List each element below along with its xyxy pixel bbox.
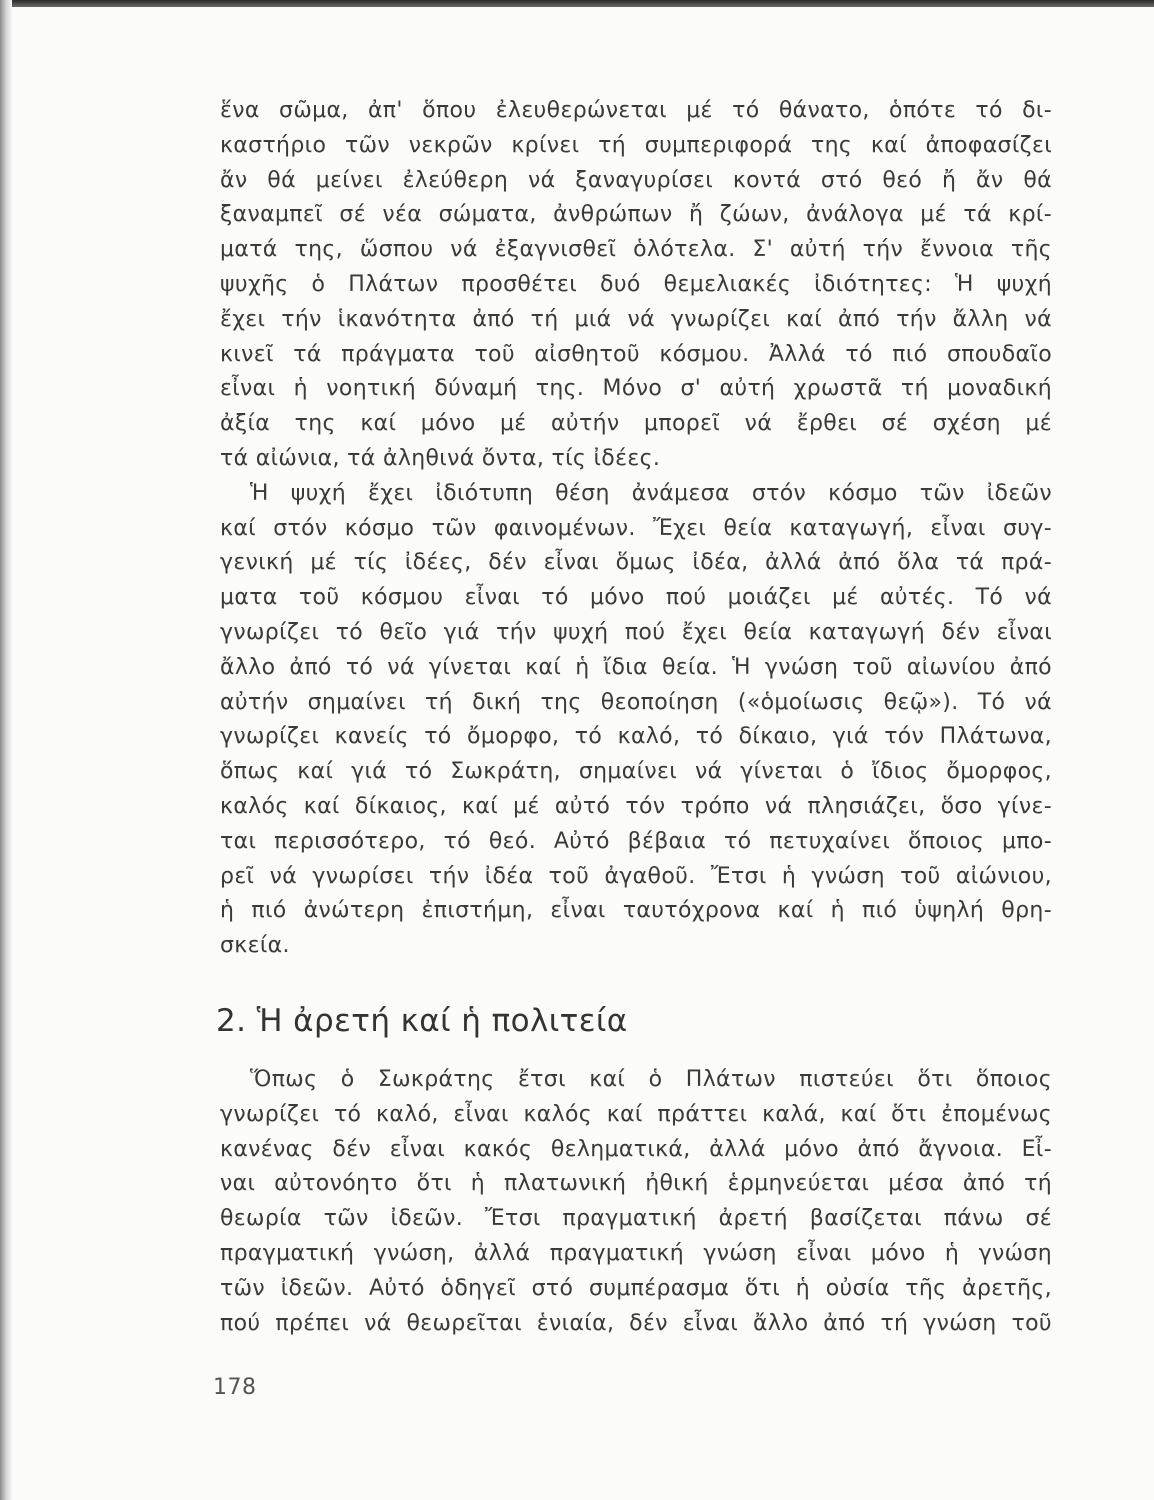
section-heading: 2. Ἡ ἀρετή καί ἡ πολιτεία — [216, 1003, 628, 1039]
book-spine-shadow — [0, 0, 12, 1500]
text-line: αὐτήν σημαίνει τή δική της θεοποίηση («ὁμοίωσις θεῷ»). Τό νά — [220, 689, 1052, 715]
text-line: πραγματική γνώση, ἀλλά πραγματική γνώση εἶναι μόνο ἡ γνώση — [220, 1240, 1052, 1266]
page-number: 178 — [213, 1375, 257, 1400]
text-line: θεωρία τῶν ἰδεῶν. Ἔτσι πραγματική ἀρετή βασίζεται πάνω σέ — [220, 1206, 1052, 1232]
text-line: ματά της, ὥσπου νά ἐξαγνισθεῖ ὁλότελα. Σ' αὐτή τήν ἔννοια τῆς — [220, 237, 1052, 263]
text-line: Ὅπως ὁ Σωκράτης ἔτσι καί ὁ Πλάτων πιστεύει ὅτι ὅποιος — [250, 1067, 1052, 1092]
text-line: ἀξία της καί μόνο μέ αὐτήν μπορεῖ νά ἔρθει σέ σχέση μέ — [220, 411, 1052, 437]
body-text-upper — [220, 94, 1052, 964]
body-text-lower — [220, 1063, 1052, 1341]
page-top-edge — [0, 0, 1154, 7]
text-line: ψυχῆς ὁ Πλάτων προσθέτει δυό θεμελιακές ἰδιότητες: Ἡ ψυχή — [220, 271, 1052, 297]
text-line: ἄλλο ἀπό τό νά γίνεται καί ἡ ἴδια θεία. Ἡ γνώση τοῦ αἰωνίου ἀπό — [220, 654, 1052, 680]
text-line: γνωρίζει τό θεῖο γιά τήν ψυχή πού ἔχει θεία καταγωγή δέν εἶναι — [220, 619, 1052, 645]
text-line: ναι αὐτονόητο ὅτι ἡ πλατωνική ἠθική ἑρμηνεύεται μέσα ἀπό τή — [220, 1171, 1052, 1197]
text-line: τά αἰώνια, τά ἀληθινά ὄντα, τίς ἰδέες. — [220, 445, 661, 471]
text-line: εἶναι ἡ νοητική δύναμή της. Μόνο σ' αὐτή χρωστᾶ τή μοναδική — [220, 376, 1052, 402]
text-line: σκεία. — [220, 933, 290, 959]
text-line: ἄν θά μείνει ἐλεύθερη νά ξαναγυρίσει κοντά στό θεό ἤ ἄν θά — [220, 167, 1052, 193]
text-line: καστήριο τῶν νεκρῶν κρίνει τή συμπεριφορά της καί ἀποφασίζει — [220, 132, 1052, 158]
text-line: Ἡ ψυχή ἔχει ἰδιότυπη θέση ἀνάμεσα στόν κόσμο τῶν ἰδεῶν — [250, 480, 1052, 506]
text-line: ξαναμπεῖ σέ νέα σώματα, ἀνθρώπων ἤ ζώων, ἀνάλογα μέ τά κρί- — [220, 202, 1052, 228]
text-line: γνωρίζει κανείς τό ὄμορφο, τό καλό, τό δίκαιο, γιά τόν Πλάτωνα, — [220, 724, 1052, 750]
text-line: γνωρίζει τό καλό, εἶναι καλός καί πράττει καλά, καί ὅτι ἐπομένως — [220, 1101, 1052, 1127]
text-line: ἔχει τήν ἱκανότητα ἀπό τή μιά νά γνωρίζει καί ἀπό τήν ἄλλη νά — [220, 306, 1052, 332]
text-line: ὅπως καί γιά τό Σωκράτη, σημαίνει νά γίνεται ὁ ἴδιος ὄμορφος, — [220, 759, 1052, 785]
text-line: ἕνα σῶμα, ἀπ' ὅπου ἐλευθερώνεται μέ τό θάνατο, ὁπότε τό δι- — [220, 98, 1052, 123]
text-line: ματα τοῦ κόσμου εἶναι τό μόνο πού μοιάζει μέ αὐτές. Τό νά — [220, 585, 1052, 611]
text-line: γενική μέ τίς ἰδέες, δέν εἶναι ὅμως ἰδέα, ἀλλά ἀπό ὅλα τά πρά- — [220, 550, 1052, 576]
text-line: ρεῖ νά γνωρίσει τήν ἰδέα τοῦ ἀγαθοῦ. Ἔτσι ἡ γνώση τοῦ αἰώνιου, — [220, 863, 1052, 889]
text-line: καί στόν κόσμο τῶν φαινομένων. Ἔχει θεία καταγωγή, εἶναι συγ- — [220, 515, 1052, 541]
text-line: πού πρέπει νά θεωρεῖται ἑνιαία, δέν εἶναι ἄλλο ἀπό τή γνώση τοῦ — [220, 1310, 1052, 1336]
text-line: ἡ πιό ἀνώτερη ἐπιστήμη, εἶναι ταυτόχρονα καί ἡ πιό ὑψηλή θρη- — [220, 898, 1052, 924]
text-line: τῶν ἰδεῶν. Αὐτό ὁδηγεῖ στό συμπέρασμα ὅτι ἡ οὐσία τῆς ἀρετῆς, — [220, 1275, 1052, 1301]
text-line: κινεῖ τά πράγματα τοῦ αἰσθητοῦ κόσμου. Ἀλλά τό πιό σπουδαῖο — [220, 341, 1052, 367]
text-line: κανένας δέν εἶναι κακός θεληματικά, ἀλλά μόνο ἀπό ἄγνοια. Εἶ- — [220, 1136, 1052, 1162]
text-line: καλός καί δίκαιος, καί μέ αὐτό τόν τρόπο νά πλησιάζει, ὅσο γίνε- — [220, 793, 1052, 819]
text-line: ται περισσότερο, τό θεό. Αὐτό βέβαια τό πετυχαίνει ὅποιος μπο- — [220, 828, 1052, 854]
